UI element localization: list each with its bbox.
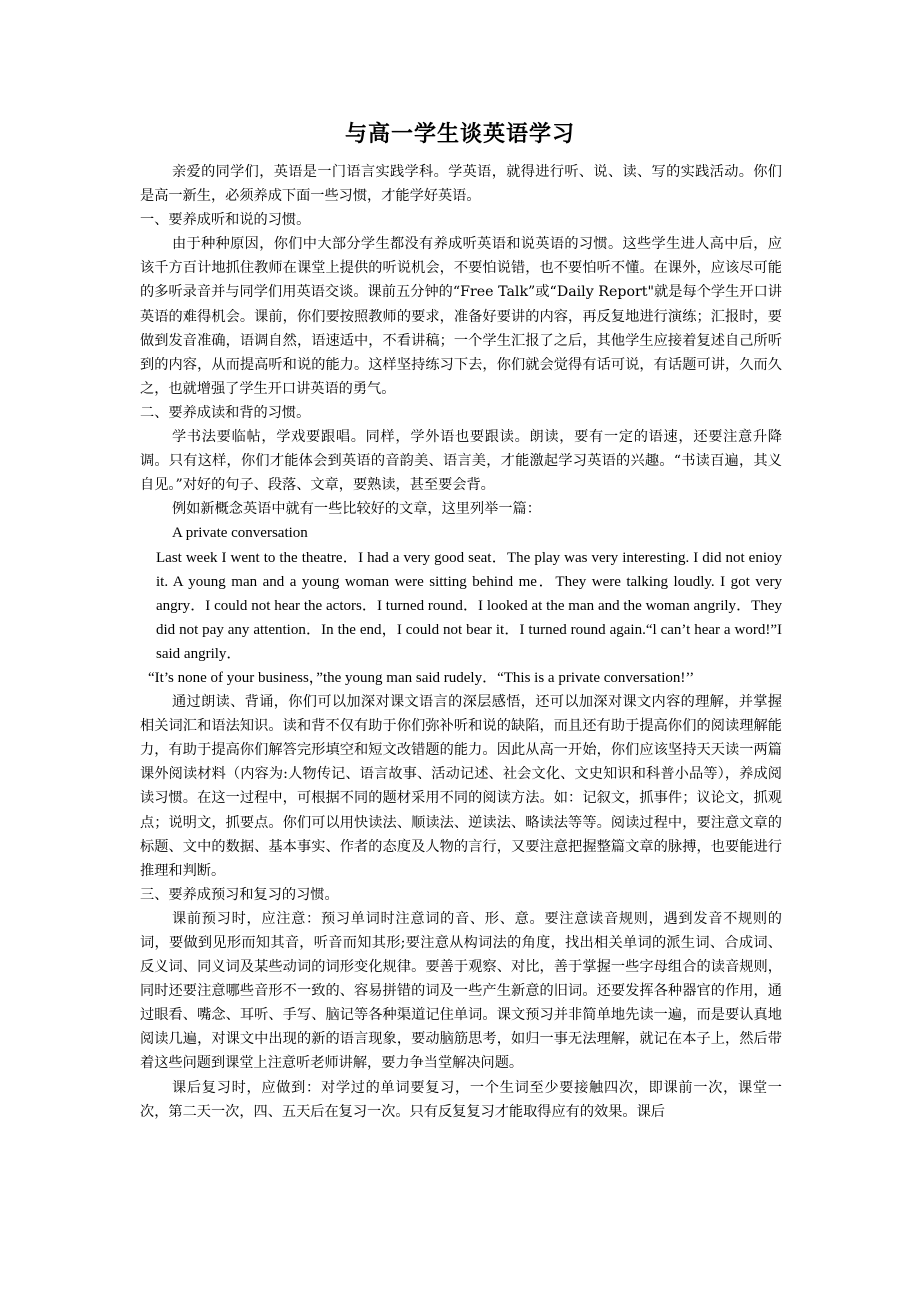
reading-paragraph: 学书法要临帖，学戏要跟唱。同样，学外语也要跟读。朗读，要有一定的语速，还要注意升降调。只有这样，你们才能体会到英语的音韵美、语言美，才能激起学习英语的兴趣。“书读百遍，其义自见。”对好的句子、段落、文章，要熟读，甚至要会背。 <box>140 429 782 494</box>
section-heading-preview: 三、要养成预习和复习的习惯。 <box>140 886 339 903</box>
example-article-body: Last week I went to the theatre．I had a very good seat．The play was very interesting. I did not enioy it. A young man and a young woman were sitting behind me．They were talking loudly. I got very angry．I could not hear the actors．I turned round．I looked at the man and the woman angrily．They did not pay any attention．In the end，I could not bear it．I turned round again.“l can’t hear a word!”I said angrily． <box>156 549 782 662</box>
example-article-quote: “It’s none of your business，”the young man said rudely．“This is a private conversation!’’ <box>148 669 695 686</box>
document-body <box>140 160 782 1124</box>
listening-paragraph: 由于种种原因，你们中大部分学生都没有养成听英语和说英语的习惯。这些学生进人高中后，应该千方百计地抓住教师在课堂上提供的听说机会，不要怕说错，也不要怕听不懂。在课外，应该尽可能的多听录音并与同学们用英语交谈。课前五分钟的“Free Talk”或“Daily Report"就是每个学生开口讲英语的难得机会。课前，你们要按照教师的要求，准备好要讲的内容，再反复地进行演练；汇报时，要做到发音准确，语调自然，语速适中，不看讲稿；一个学生汇报了之后，其他学生应接着复述自己所听到的内容，从而提高听和说的能力。这样坚持练习下去，你们就会觉得有话可说，有话题可讲，久而久之，也就增强了学生开口讲英语的勇气。 <box>140 236 782 397</box>
example-intro-paragraph: 例如新概念英语中就有一些比较好的文章，这里列举一篇： <box>172 501 541 518</box>
page-title: 与高一学生谈英语学习 <box>344 122 575 147</box>
preview-paragraph: 课前预习时，应注意：预习单词时注意词的音、形、意。要注意读音规则，遇到发音不规则的词，要做到见形而知其音，听音而知其形;要注意从构词法的角度，找出相关单词的派生词、合成词、反义词、同义词及某些动词的词形变化规律。要善于观察、对比，善于掌握一些字母组合的读音规则，同时还要注意哪些音形不一致的、容易拼错的词及一些产生新意的旧词。还要发挥各种器官的作用，通过眼看、嘴念、耳听、手写、脑记等各种渠道记住单词。课文预习并非简单地先读一遍，而是要认真地阅读几遍，对课文中出现的新的语言现象，要动脑筋思考，如归一事无法理解，就记在本子上，然后带着这些问题到课堂上注意听老师讲解，要力争当堂解决问题。 <box>140 910 782 1072</box>
recitation-paragraph: 通过朗读、背诵，你们可以加深对课文语言的深层感悟，还可以加深对课文内容的理解，并掌握相关词汇和语法知识。读和背不仅有助于你们弥补听和说的缺陷，而且还有助于提高你们的阅读理解能力，有助于提高你们解答完形填空和短文改错题的能力。因此从高一开始，你们应该坚持天天读一两篇课外阅读材料（内容为:人物传记、语言故事、活动记述、社会文化、文史知识和科普小品等），养成阅读习惯。在这一过程中，可根据不同的题材采用不同的阅读方法。如：记叙文，抓事件；议论文，抓观点；说明文，抓要点。你们可以用快读法、顺读法、逆读法、略读法等等。阅读过程中，要注意文章的标题、文中的数据、基本事实、作者的态度及人物的言行，又要注意把握整篇文章的脉搏，也要能进行推理和判断。 <box>140 694 782 879</box>
section-heading-reading: 二、要养成读和背的习惯。 <box>140 404 311 421</box>
example-article-title: A private conversation <box>172 525 308 542</box>
section-heading-listening: 一、要养成听和说的习惯。 <box>140 212 311 229</box>
intro-paragraph: 亲爱的同学们，英语是一门语言实践学科。学英语，就得进行听、说、读、写的实践活动。你们是高一新生，必须养成下面一些习惯，才能学好英语。 <box>140 164 782 205</box>
review-paragraph: 课后复习时，应做到：对学过的单词要复习，一个生词至少要接触四次，即课前一次，课堂一次，第二天一次，四、五天后在复习一次。只有反复复习才能取得应有的效果。课后 <box>140 1079 782 1120</box>
